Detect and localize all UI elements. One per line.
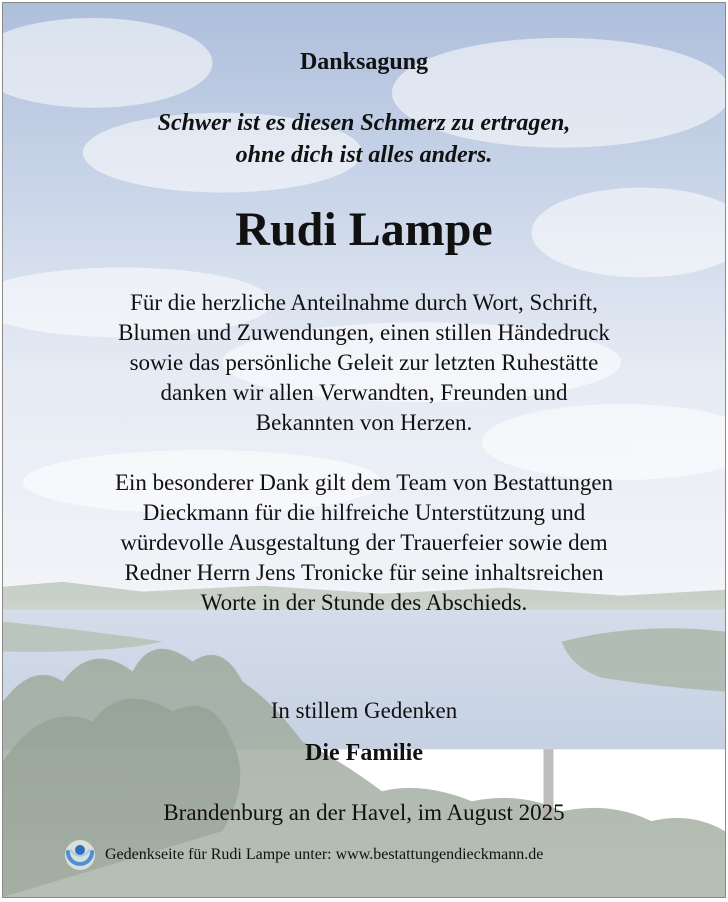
memorial-page-link[interactable]: Gedenkseite für Rudi Lampe unter: www.bestattungendieckmann.de [105,846,544,863]
paragraph-line: Dieckmann für die hilfreiche Unterstützung und [142,500,586,525]
obituary-notice [2,2,726,898]
motto-line: ohne dich ist alles anders. [235,142,493,168]
in-memory-line: In stillem Gedenken [270,698,458,723]
memorial-logo-icon [63,838,97,872]
paragraph-line: Ein besonderer Dank gilt dem Team von Bestattungen [114,470,614,495]
signature: Die Familie [305,740,423,766]
paragraph-line: Blumen und Zuwendungen, einen stillen Händedruck [118,320,610,345]
motto-line: Schwer ist es diesen Schmerz zu ertragen, [157,110,571,136]
paragraph-line: würdevolle Ausgestaltung der Trauerfeier sowie dem [120,530,608,555]
special-thanks-paragraph [23,468,705,618]
thanks-paragraph [23,288,705,438]
paragraph-line: Bekannten von Herzen. [255,410,473,435]
memorial-page-footer [63,838,543,872]
deceased-name: Rudi Lampe [235,203,493,256]
motto-verse [3,107,725,171]
place-and-date: Brandenburg an der Havel, im August 2025 [163,800,565,825]
paragraph-line: Redner Herrn Jens Tronicke für seine inhaltsreichen [124,560,604,585]
paragraph-line: Für die herzliche Anteilnahme durch Wort, Schrift, [130,290,598,315]
paragraph-line: Worte in der Stunde des Abschieds. [200,590,528,615]
notice-heading: Danksagung [299,49,429,75]
paragraph-line: danken wir allen Verwandten, Freunden und [160,380,568,405]
paragraph-line: sowie das persönliche Geleit zur letzten Ruhestätte [129,350,599,375]
